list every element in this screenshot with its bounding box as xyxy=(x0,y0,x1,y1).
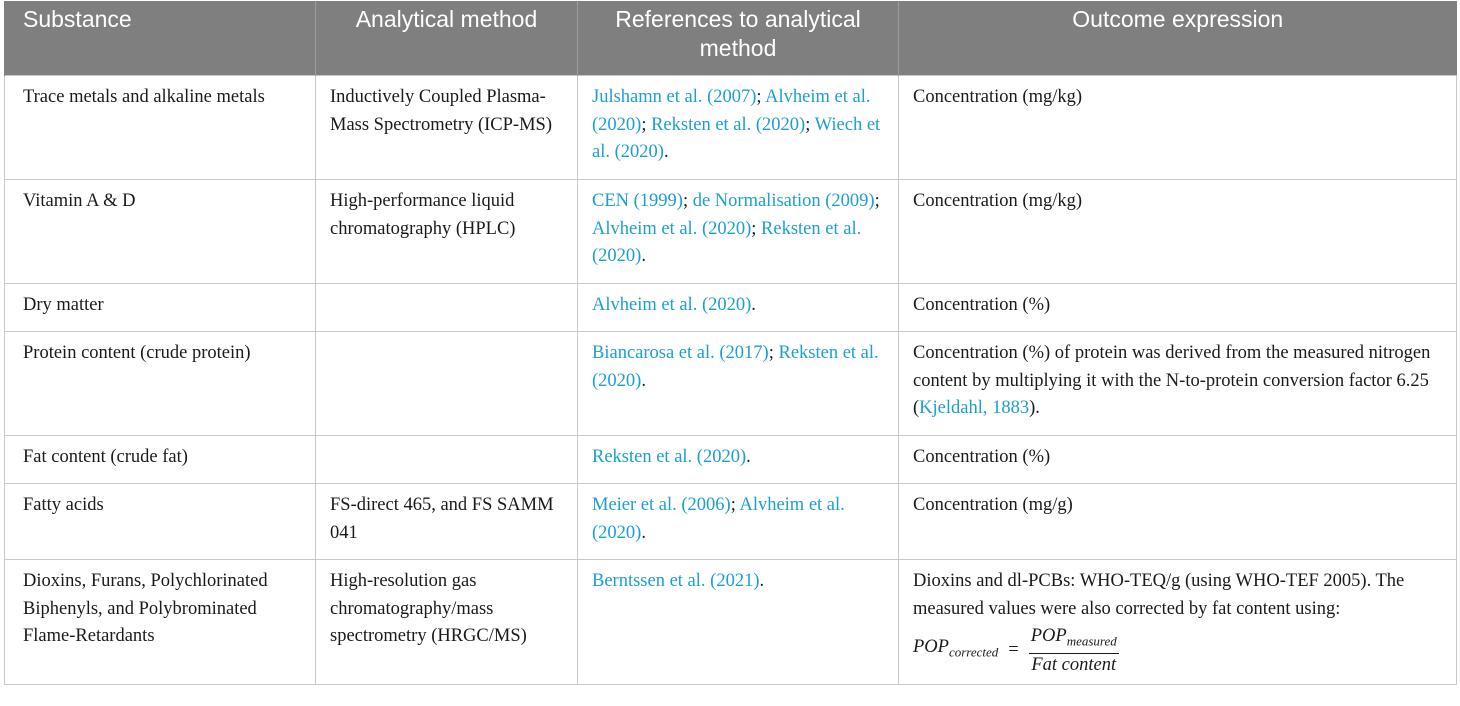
outcome-cell xyxy=(899,436,1457,484)
reference-separator: ; xyxy=(682,191,693,211)
outcome-text-tail: ). xyxy=(1029,398,1040,418)
table-row xyxy=(5,560,1457,685)
outcome-cell xyxy=(899,180,1457,284)
references-cell xyxy=(578,76,899,180)
references-cell xyxy=(578,436,899,484)
formula-lhs xyxy=(913,634,998,666)
table-row xyxy=(5,332,1457,436)
reference-separator: ; xyxy=(768,343,779,363)
outcome-text: Concentration (mg/g) xyxy=(913,495,1073,515)
reference-link[interactable]: Meier et al. (2006) xyxy=(592,495,731,515)
formula-numerator-subscript: measured xyxy=(1066,633,1117,649)
substance-cell: Fat content (crude fat) xyxy=(5,436,316,484)
header-outcome-expression: Outcome expression xyxy=(899,1,1457,76)
formula-denominator: Fat content xyxy=(1031,654,1117,675)
references-cell xyxy=(578,332,899,436)
reference-link[interactable]: Biancarosa et al. (2017) xyxy=(592,343,769,363)
reference-separator: . xyxy=(641,522,646,543)
method-cell: FS-direct 465, and FS SAMM 041 xyxy=(316,484,578,560)
formula-lhs-text: POP xyxy=(913,637,949,658)
method-cell: Inductively Coupled Plasma-Mass Spectrometry (ICP-MS) xyxy=(316,76,578,180)
formula-numerator xyxy=(1029,625,1119,654)
reference-separator: . xyxy=(663,142,669,162)
table-row xyxy=(5,180,1457,284)
method-cell xyxy=(316,284,578,332)
reference-separator: ; xyxy=(641,114,652,135)
reference-link[interactable]: Reksten et al. (2020) xyxy=(592,218,862,266)
substance-cell: Protein content (crude protein) xyxy=(5,332,316,436)
references-cell xyxy=(578,284,899,332)
outcome-text: Concentration (%) xyxy=(913,447,1051,467)
header-references: References to analytical method xyxy=(578,1,899,76)
reference-link[interactable]: Julshamn et al. (2007) xyxy=(592,87,757,107)
reference-separator: . xyxy=(641,370,646,391)
reference-separator: ; xyxy=(874,191,880,211)
table-row xyxy=(5,436,1457,484)
substance-cell: Fatty acids xyxy=(5,484,316,560)
table-row xyxy=(5,484,1457,560)
outcome-text: Dioxins and dl-PCBs: WHO-TEQ/g (using WHO-TEF 2005). The measured values were also corrected by fat content using: xyxy=(913,571,1405,619)
method-cell: High-performance liquid chromatography (HPLC) xyxy=(316,180,578,284)
method-cell xyxy=(316,332,578,436)
formula-fraction xyxy=(1029,625,1119,676)
outcome-cell xyxy=(899,284,1457,332)
reference-link[interactable]: Reksten et al. (2020) xyxy=(592,447,747,467)
reference-link[interactable]: Reksten et al. (2020) xyxy=(651,114,806,135)
outcome-text: Concentration (mg/kg) xyxy=(913,87,1083,107)
header-row xyxy=(5,1,1457,76)
reference-separator: . xyxy=(759,571,765,591)
references-cell xyxy=(578,560,899,685)
formula-numerator-text: POP xyxy=(1030,626,1067,646)
table-row xyxy=(5,76,1457,180)
reference-link[interactable]: de Normalisation (2009) xyxy=(692,191,875,211)
references-cell xyxy=(578,484,899,560)
outcome-text: Concentration (%) of protein was derived from the measured nitrogen content by multiplying it with the N-to-protein conversion factor 6.25 ( xyxy=(913,343,1431,418)
substance-cell: Dioxins, Furans, Polychlorinated Biphenyls, and Polybrominated Flame-Retardants xyxy=(5,560,316,685)
reference-separator: . xyxy=(641,246,646,266)
reference-separator: ; xyxy=(805,114,815,135)
reference-link[interactable]: Reksten et al. (2020) xyxy=(592,343,879,391)
table-row xyxy=(5,284,1457,332)
formula-equals: = xyxy=(1008,639,1019,660)
method-cell: High-resolution gas chromatography/mass spectrometry (HRGC/MS) xyxy=(316,560,578,685)
outcome-cell xyxy=(899,76,1457,180)
outcome-text: Concentration (mg/kg) xyxy=(913,191,1083,211)
reference-link[interactable]: Alvheim et al. (2020) xyxy=(592,87,871,135)
reference-link[interactable]: Berntssen et al. (2021) xyxy=(592,571,760,591)
method-cell xyxy=(316,436,578,484)
reference-link[interactable]: Wiech et al. (2020) xyxy=(592,114,881,162)
references-cell xyxy=(578,180,899,284)
header-substance: Substance xyxy=(5,1,316,76)
formula-lhs-subscript: corrected xyxy=(948,644,999,660)
reference-separator: ; xyxy=(730,495,740,515)
substance-cell: Vitamin A & D xyxy=(5,180,316,284)
outcome-text: Concentration (%) xyxy=(913,295,1051,315)
methods-table xyxy=(4,1,1457,685)
fat-correction-formula xyxy=(913,625,1119,676)
reference-link[interactable]: Kjeldahl, 1883 xyxy=(919,398,1030,418)
substance-cell: Dry matter xyxy=(5,284,316,332)
substance-cell: Trace metals and alkaline metals xyxy=(5,76,316,180)
reference-link[interactable]: Alvheim et al. (2020) xyxy=(592,295,752,315)
reference-separator: ; xyxy=(751,218,762,239)
reference-link[interactable]: Alvheim et al. (2020) xyxy=(592,218,752,239)
outcome-cell xyxy=(899,560,1457,685)
reference-separator: . xyxy=(746,447,751,467)
reference-separator: ; xyxy=(756,87,766,107)
header-analytical-method: Analytical method xyxy=(316,1,578,76)
outcome-cell xyxy=(899,332,1457,436)
reference-link[interactable]: Alvheim et al. (2020) xyxy=(592,495,845,543)
reference-separator: . xyxy=(751,295,756,315)
reference-link[interactable]: CEN (1999) xyxy=(592,191,683,211)
outcome-cell xyxy=(899,484,1457,560)
